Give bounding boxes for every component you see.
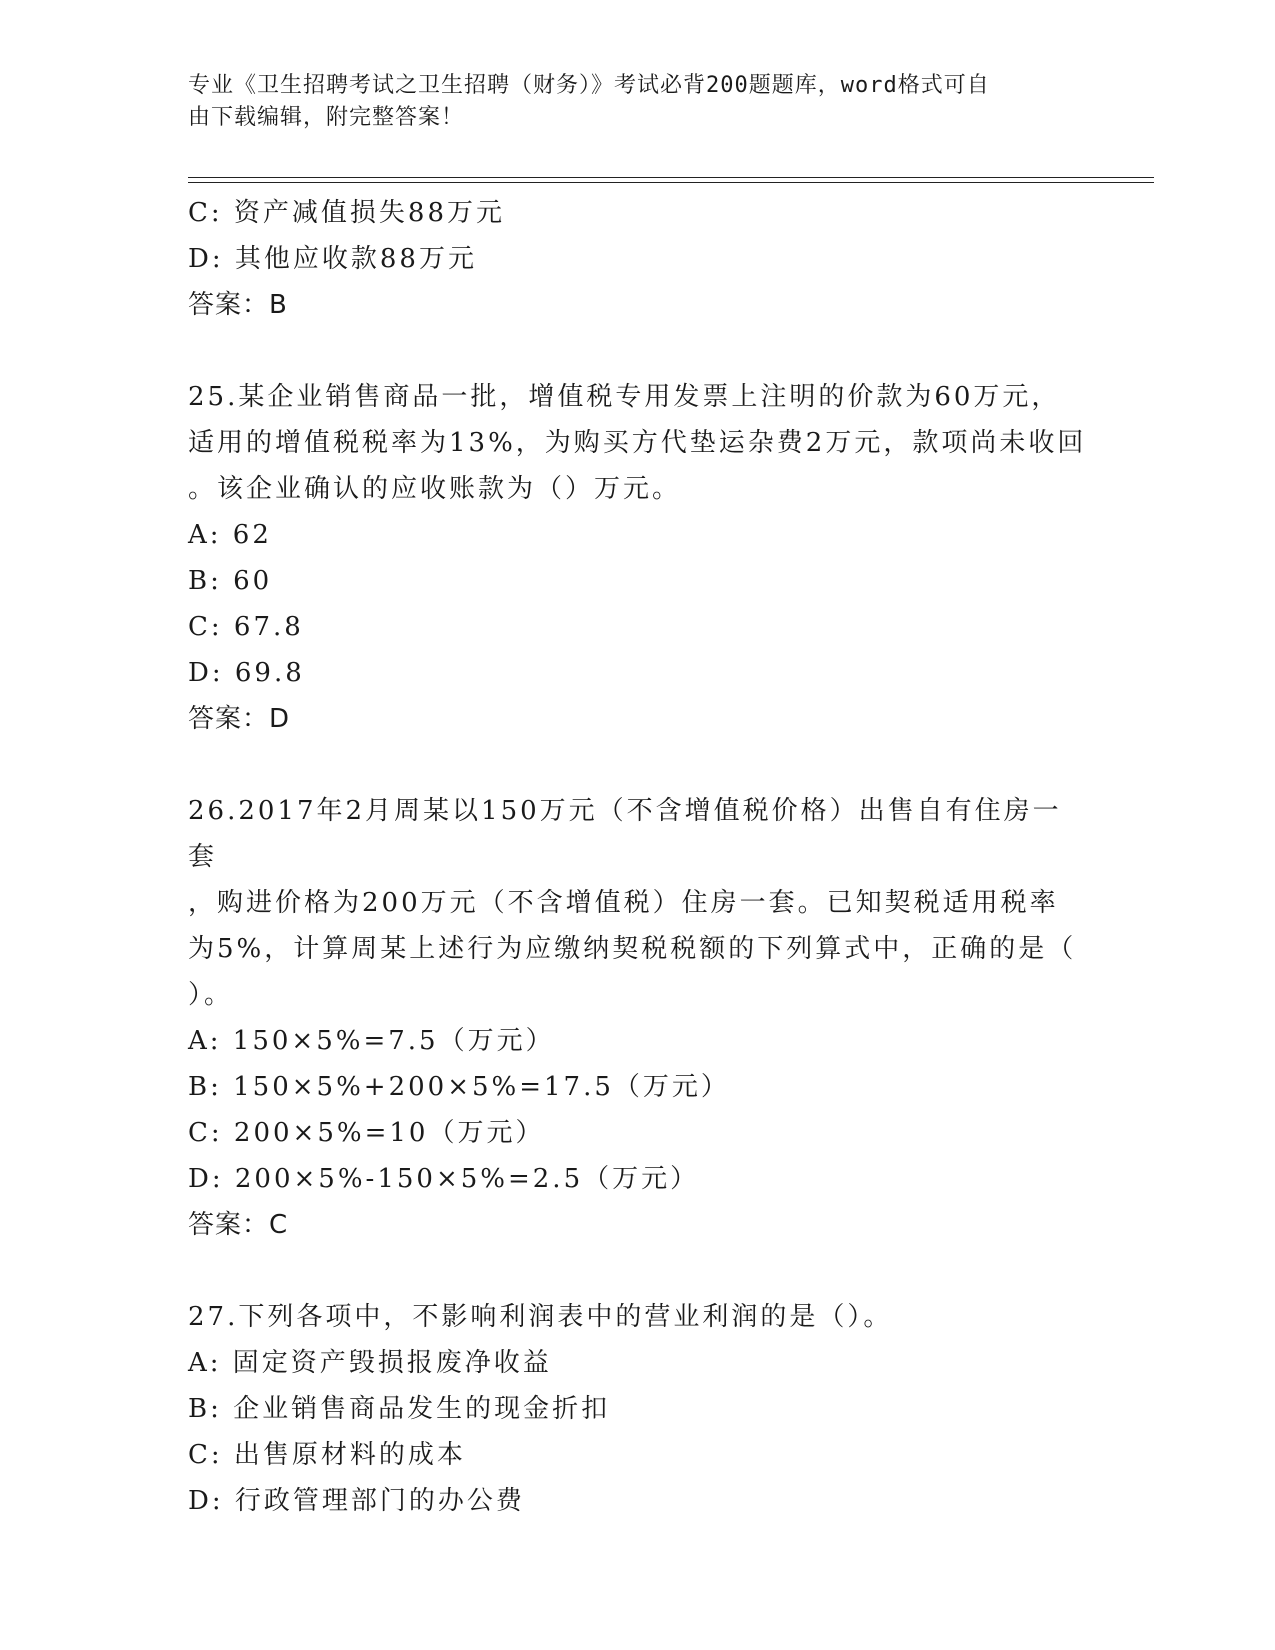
option-b: B: 企业销售商品发生的现金折扣 [188,1394,611,1424]
option-c: C: 出售原材料的成本 [188,1440,466,1470]
previous-question-tail [188,190,1088,328]
option-c: C: 资产减值损失88万元 [188,198,506,228]
question-text-line: ）。 [188,980,234,1010]
header-line-1: 专业《卫生招聘考试之卫生招聘（财务）》考试必背200题题库，word格式可自 [188,73,990,98]
question-27 [188,1294,1088,1524]
option-a: A: 62 [188,520,272,550]
question-text-line: 26.2017年2月周某以150万元（不含增值税价格）出售自有住房一套 [188,796,1062,872]
document-body [188,190,1088,1524]
question-text-line: 27.下列各项中，不影响利润表中的营业利润的是（）。 [188,1302,893,1332]
option-a: A: 150×5%=7.5（万元） [188,1026,555,1056]
answer: 答案：C [188,1210,289,1240]
header-line-2: 由下载编辑，附完整答案！ [188,105,465,130]
option-d: D: 69.8 [188,658,305,688]
option-a: A: 固定资产毁损报废净收益 [188,1348,552,1378]
question-25 [188,374,1088,742]
question-text-line: ，购进价格为200万元（不含增值税）住房一套。已知契税适用税率 [188,888,1059,918]
option-d: D: 200×5%-150×5%=2.5（万元） [188,1164,700,1194]
question-text-line: 25.某企业销售商品一批，增值税专用发票上注明的价款为60万元， [188,382,1061,412]
answer: 答案：B [188,290,288,320]
question-text-line: 为5%，计算周某上述行为应缴纳契税税额的下列算式中，正确的是（ [188,934,1077,964]
option-b: B: 60 [188,566,273,596]
option-d: D: 其他应收款88万元 [188,244,477,274]
option-c: C: 67.8 [188,612,304,642]
question-26 [188,788,1088,1248]
document-header [188,70,1068,134]
option-b: B: 150×5%+200×5%=17.5（万元） [188,1072,730,1102]
answer: 答案：D [188,704,291,734]
header-divider-top [188,177,1154,178]
option-d: D: 行政管理部门的办公费 [188,1486,525,1516]
header-divider-bottom [188,182,1154,183]
option-c: C: 200×5%=10（万元） [188,1118,545,1148]
question-text-line: 适用的增值税税率为13%，为购买方代垫运杂费2万元，款项尚未收回 [188,428,1087,458]
question-text-line: 。该企业确认的应收账款为（）万元。 [188,474,682,504]
